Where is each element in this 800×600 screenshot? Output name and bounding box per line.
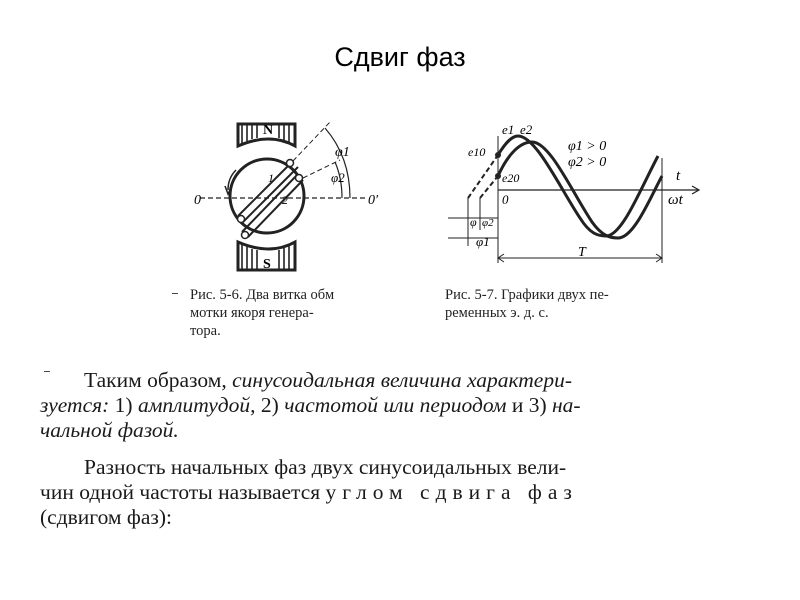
e20-label: e20 [502, 171, 520, 185]
axis-left-label: 0 [194, 193, 201, 208]
figure2-caption-line: ременных э. д. с. [445, 305, 549, 321]
figure-two-coils [190, 112, 390, 277]
paragraph-2-line-1 [40, 455, 770, 480]
text-run-italic: зуется: [40, 393, 110, 417]
text-run: (сдвигом фаз): [40, 505, 173, 529]
text-run: и 3) [506, 393, 553, 417]
coil-1-label: 1 [268, 171, 274, 185]
condition-phi1: φ1 > 0 [568, 139, 607, 154]
origin-label: 0 [502, 192, 509, 207]
pole-s-label: S [263, 257, 271, 272]
figure2-caption [445, 286, 705, 322]
text-run-italic: синусоидальная величина характери- [232, 368, 572, 392]
phi1-arc [325, 128, 350, 198]
text-run-italic: на- [552, 393, 581, 417]
t-label: t [676, 168, 681, 184]
pole-n-label: N [263, 123, 274, 138]
figure-two-emf-graphs [440, 118, 710, 278]
e2-label: e2 [520, 122, 533, 137]
paragraph-1-line-2 [40, 393, 770, 418]
coil-2 [242, 160, 341, 239]
paragraph-2-line-2 [40, 480, 770, 505]
period-label: T [578, 245, 586, 260]
phi2-dim-label: φ2 [482, 217, 494, 229]
slide-title: Сдвиг фаз [334, 42, 466, 72]
text-run: Таким образом, [84, 368, 233, 392]
phi1-label: φ1 [335, 145, 350, 160]
e1-label: e1 [502, 122, 515, 137]
coil-2-label: 2 [282, 193, 288, 207]
e20-point [495, 173, 501, 179]
text-run: 2) [255, 393, 285, 417]
phi1-dim-label: φ1 [476, 234, 490, 249]
text-run: 1) [109, 393, 138, 417]
phi2-label: φ2 [331, 170, 345, 185]
axis-right-label: 0′ [368, 193, 379, 208]
paragraph-2-line-3 [40, 505, 770, 530]
curve-e1-extension [468, 155, 498, 198]
text-run-italic: амплитудой, [137, 393, 256, 417]
figure1-caption [190, 286, 400, 340]
paragraph-1-line-1 [40, 368, 770, 393]
omega-t-label: ωt [668, 192, 683, 208]
paragraph-1-line-3 [40, 418, 770, 443]
condition-phi2: φ2 > 0 [568, 155, 607, 170]
text-run: Разность начальных фаз двух синусоидальных вели- [84, 455, 567, 479]
paragraph-2 [40, 455, 770, 530]
e10-label: e10 [468, 145, 486, 159]
term-phase-shift-angle: углом сдвига фаз [325, 480, 578, 504]
text-run: чин одной частоты называется [40, 480, 326, 504]
text-run-italic: частотой или периодом [284, 393, 507, 417]
figure1-caption-line: тора. [190, 323, 221, 339]
curve-e2-extension [480, 176, 498, 198]
scan-mark [172, 293, 178, 294]
phi-small-label: φ [470, 215, 477, 229]
text-run-italic: чальной фазой. [40, 418, 179, 442]
e10-point [495, 152, 501, 158]
figure1-caption-line: Рис. 5-6. Два витка обм [190, 287, 335, 303]
paragraph-1 [40, 368, 770, 443]
figure2-caption-line: Рис. 5-7. Графики двух пе- [445, 287, 609, 303]
figure1-caption-line: мотки якоря генера- [190, 305, 314, 321]
